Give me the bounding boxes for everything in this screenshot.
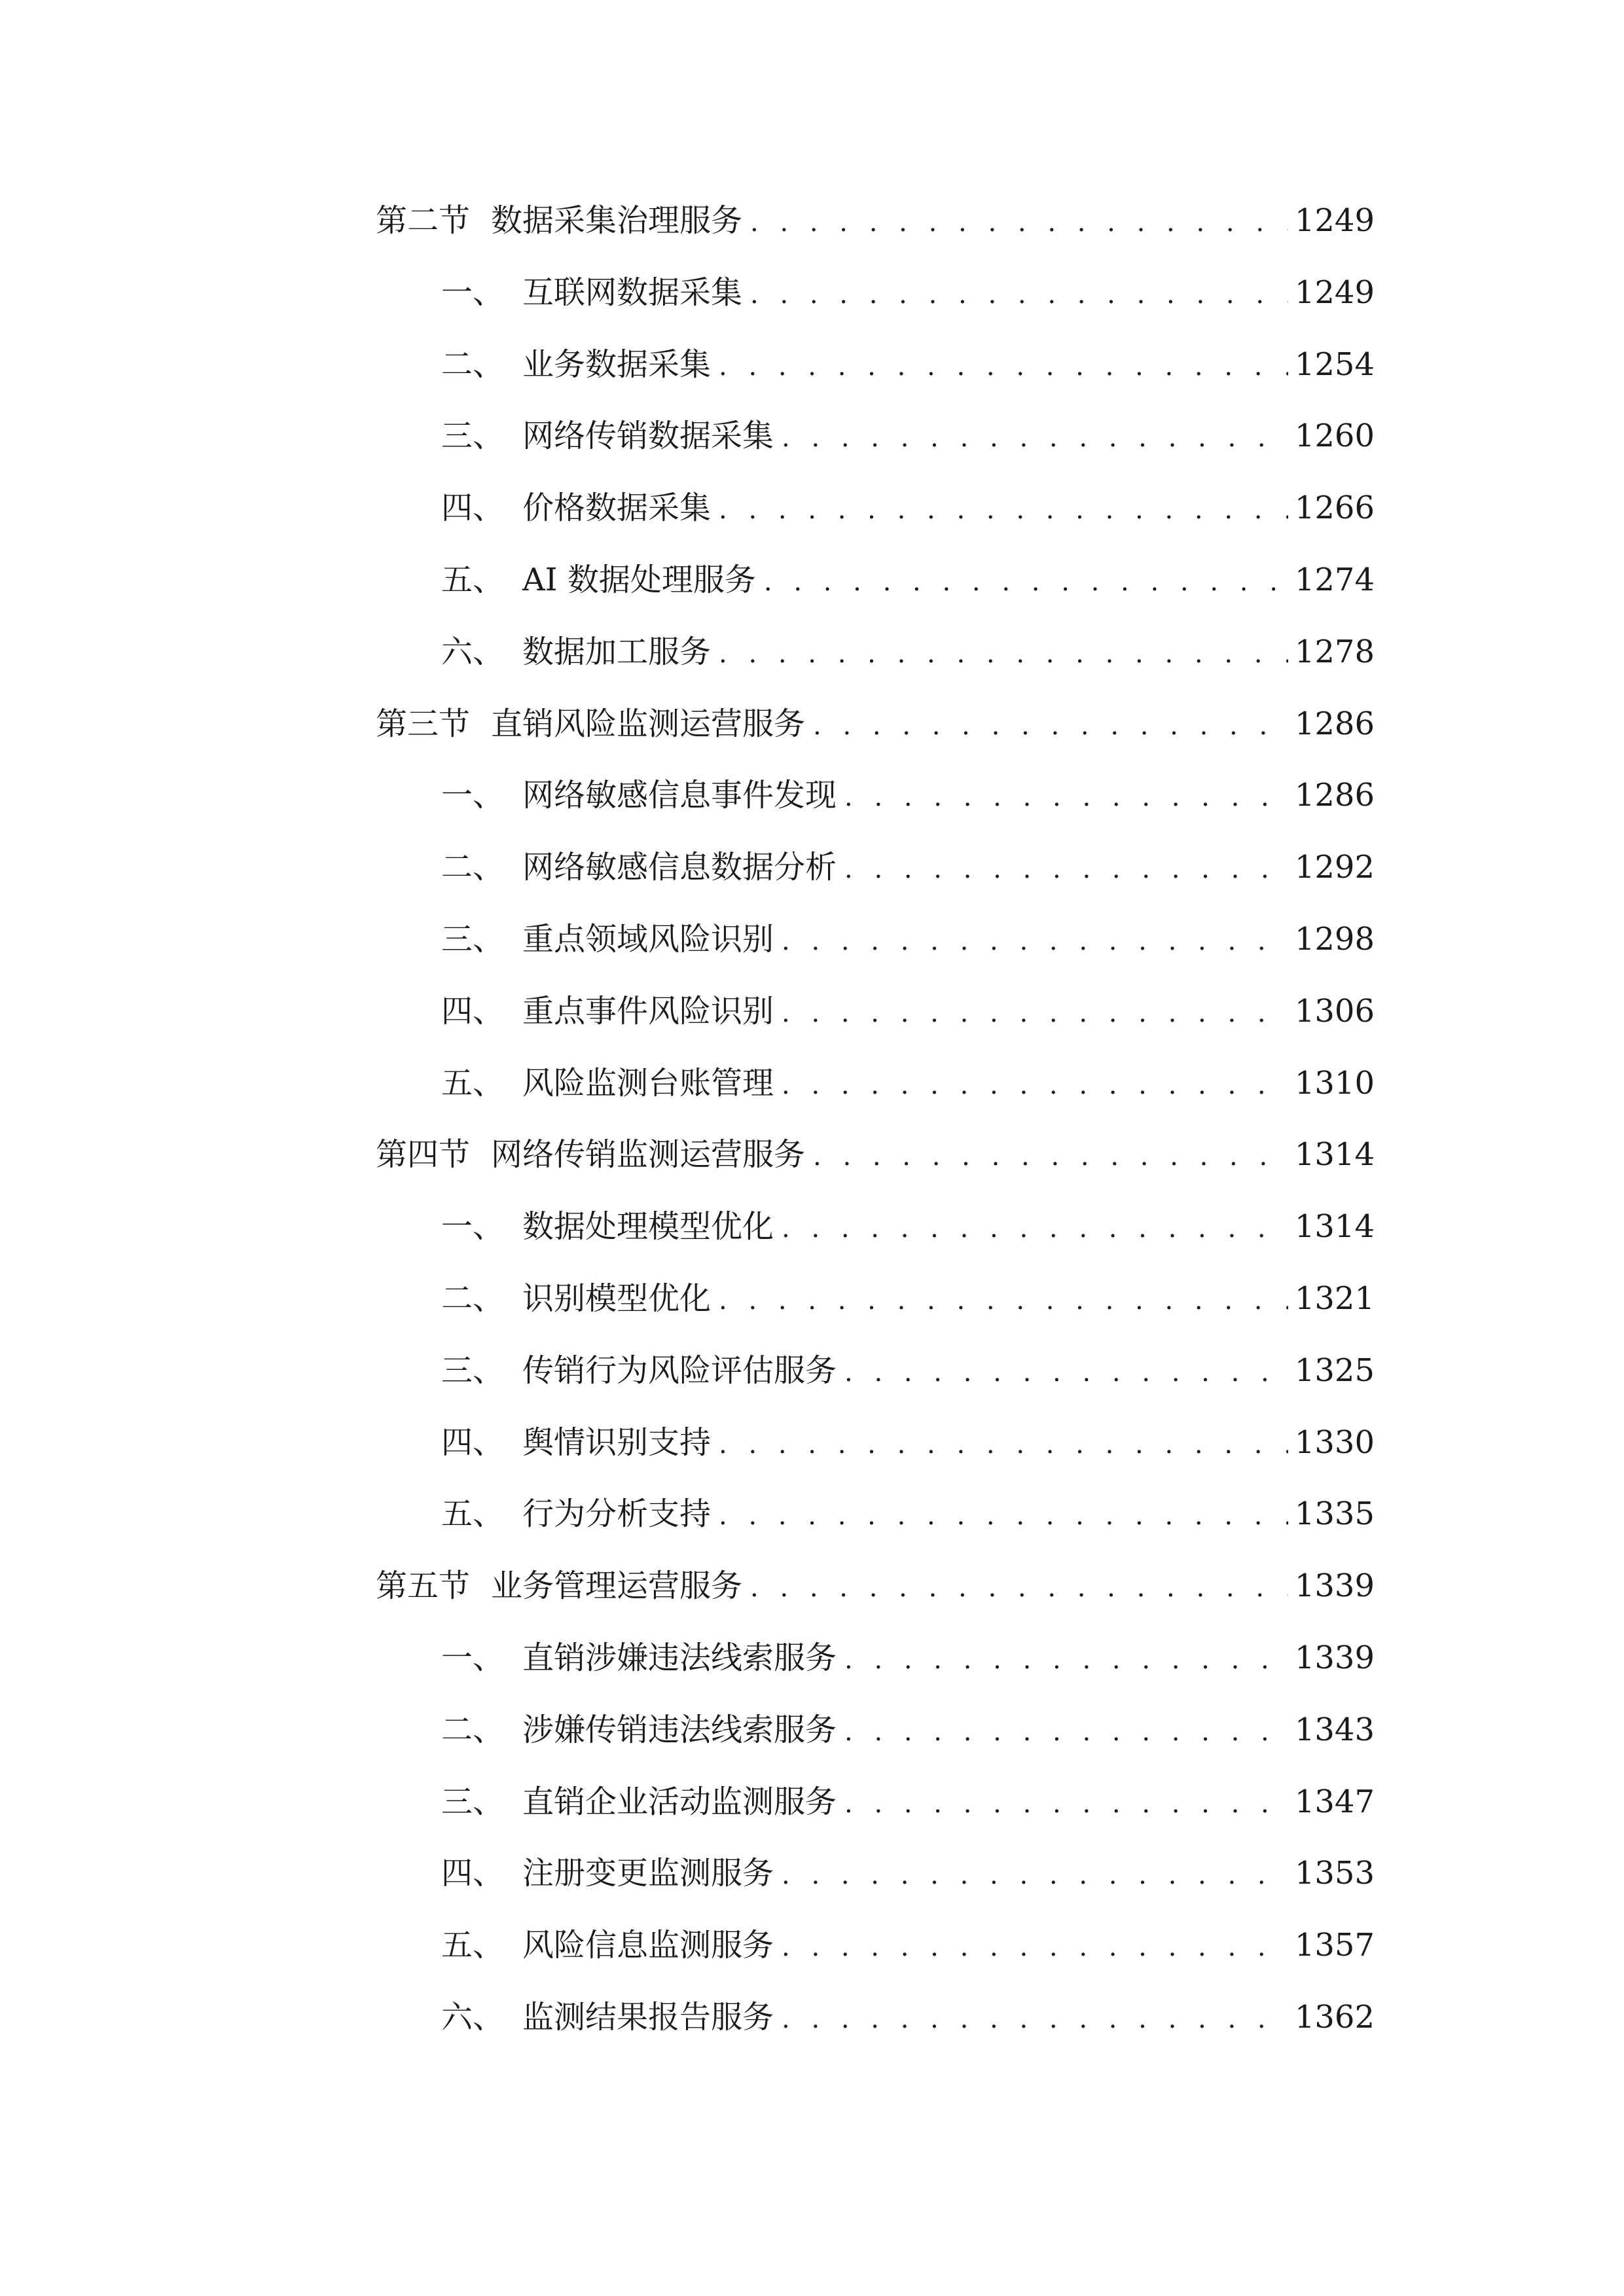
toc-dot-leader [719, 475, 1288, 547]
toc-entry-label [376, 257, 742, 329]
toc-page-number: 1292 [1294, 849, 1375, 886]
toc-subsection-entry[interactable] [376, 760, 1375, 832]
toc-page-number: 1254 [1294, 346, 1375, 383]
toc-entry-label [376, 1191, 774, 1263]
toc-entry-title: 行为分析支持 [522, 1496, 712, 1533]
toc-entry-label [376, 401, 774, 473]
toc-subsection-entry[interactable] [376, 617, 1375, 689]
toc-subsection-entry[interactable] [376, 473, 1375, 545]
toc-entry-number: 一、 [441, 1639, 505, 1676]
toc-section-entry[interactable] [376, 1551, 1375, 1623]
toc-page-number: 1353 [1294, 1855, 1375, 1892]
toc-page-number: 1310 [1294, 1064, 1375, 1102]
toc-subsection-entry[interactable] [376, 1838, 1375, 1910]
toc-entry-label [376, 832, 837, 904]
toc-entry-title: 数据处理模型优化 [522, 1208, 774, 1246]
toc-dot-leader [719, 331, 1288, 403]
toc-entry-title: 涉嫌传销违法线索服务 [522, 1711, 837, 1748]
toc-entry-title: 风险监测台账管理 [522, 1064, 774, 1102]
toc-dot-leader [782, 978, 1288, 1050]
toc-entry-label [376, 1551, 742, 1623]
toc-section-entry[interactable] [376, 689, 1375, 761]
toc-entry-label [376, 1623, 837, 1695]
toc-entry-title: 重点事件风险识别 [522, 992, 774, 1030]
toc-subsection-entry[interactable] [376, 329, 1375, 401]
toc-subsection-entry[interactable] [376, 1982, 1375, 2054]
toc-entry-number: 六、 [441, 633, 505, 670]
table-of-contents [376, 185, 1375, 2054]
toc-dot-leader [813, 691, 1288, 762]
toc-entry-number: 三、 [441, 920, 505, 958]
toc-subsection-entry[interactable] [376, 1263, 1375, 1335]
toc-entry-number: 四、 [441, 992, 505, 1030]
toc-entry-title: 识别模型优化 [522, 1280, 712, 1317]
toc-entry-label [376, 1048, 774, 1120]
toc-entry-label [376, 1479, 711, 1551]
toc-entry-number: 四、 [441, 1855, 505, 1892]
toc-subsection-entry[interactable] [376, 1407, 1375, 1479]
toc-subsection-entry[interactable] [376, 257, 1375, 329]
toc-dot-leader [719, 619, 1288, 691]
toc-entry-label [376, 1838, 774, 1910]
toc-entry-label [376, 185, 742, 257]
toc-entry-number: 五、 [441, 1064, 505, 1102]
toc-dot-leader [813, 1121, 1288, 1193]
toc-dot-leader [782, 906, 1288, 978]
toc-dot-leader [844, 1624, 1288, 1696]
toc-entry-label [376, 1982, 774, 2054]
toc-entry-number: 二、 [441, 849, 505, 886]
toc-entry-number: 二、 [441, 1711, 505, 1748]
toc-page-number: 1260 [1294, 418, 1375, 455]
toc-entry-number: 四、 [441, 1424, 505, 1461]
toc-dot-leader [764, 547, 1288, 619]
toc-entry-label [376, 1767, 837, 1839]
toc-entry-label [376, 976, 774, 1048]
toc-section-entry[interactable] [376, 185, 1375, 257]
toc-entry-label [376, 617, 711, 689]
toc-subsection-entry[interactable] [376, 401, 1375, 473]
toc-subsection-entry[interactable] [376, 1048, 1375, 1120]
toc-page-number: 1249 [1294, 202, 1375, 239]
toc-dot-leader [750, 187, 1288, 259]
toc-page-number: 1321 [1294, 1280, 1375, 1317]
toc-page-number: 1347 [1294, 1783, 1375, 1820]
toc-entry-title: 业务数据采集 [522, 346, 712, 383]
toc-entry-number: 二、 [441, 1280, 505, 1317]
toc-page-number: 1314 [1294, 1208, 1375, 1246]
toc-entry-title: 互联网数据采集 [522, 274, 743, 311]
toc-entry-number: 第四节 [376, 1136, 471, 1174]
toc-page-number: 1335 [1294, 1496, 1375, 1533]
toc-page-number: 1339 [1294, 1568, 1375, 1605]
toc-subsection-entry[interactable] [376, 545, 1375, 617]
toc-dot-leader [719, 1409, 1288, 1481]
toc-entry-title: 注册变更监测服务 [522, 1855, 774, 1892]
toc-entry-title: 传销行为风险评估服务 [522, 1352, 837, 1389]
toc-page-number: 1306 [1294, 992, 1375, 1030]
toc-entry-title: 网络传销监测运营服务 [491, 1136, 806, 1174]
toc-entry-number: 一、 [441, 777, 505, 814]
toc-entry-title: 重点领域风险识别 [522, 920, 774, 958]
toc-entry-label [376, 329, 711, 401]
toc-subsection-entry[interactable] [376, 1910, 1375, 1982]
toc-entry-number: 三、 [441, 1783, 505, 1820]
toc-entry-title: 直销风险监测运营服务 [491, 705, 806, 742]
toc-dot-leader [750, 259, 1288, 331]
toc-page-number: 1362 [1294, 1998, 1375, 2036]
toc-entry-label [376, 1263, 711, 1335]
toc-entry-number: 六、 [441, 1998, 505, 2036]
toc-dot-leader [844, 762, 1288, 834]
toc-entry-title: 网络敏感信息事件发现 [522, 777, 837, 814]
toc-dot-leader [782, 1840, 1288, 1912]
toc-dot-leader [782, 1050, 1288, 1122]
toc-entry-title: 价格数据采集 [522, 490, 712, 527]
toc-entry-label [376, 1335, 837, 1407]
toc-subsection-entry[interactable] [376, 1335, 1375, 1407]
toc-entry-title: 监测结果报告服务 [522, 1998, 774, 2036]
toc-entry-number: 第二节 [376, 202, 471, 239]
toc-page-number: 1330 [1294, 1424, 1375, 1461]
toc-entry-label [376, 545, 756, 617]
toc-entry-number: 第五节 [376, 1568, 471, 1605]
toc-entry-title: 业务管理运营服务 [491, 1568, 743, 1605]
toc-page-number: 1298 [1294, 920, 1375, 958]
toc-entry-number: 四、 [441, 490, 505, 527]
toc-dot-leader [782, 1984, 1288, 2056]
toc-page-number: 1314 [1294, 1136, 1375, 1174]
toc-entry-title: 数据采集治理服务 [491, 202, 743, 239]
toc-page-number: 1278 [1294, 633, 1375, 670]
toc-dot-leader [750, 1552, 1288, 1624]
toc-entry-number: 一、 [441, 1208, 505, 1246]
toc-dot-leader [782, 403, 1288, 475]
toc-dot-leader [782, 1912, 1288, 1984]
toc-dot-leader [844, 834, 1288, 906]
toc-subsection-entry[interactable] [376, 832, 1375, 904]
toc-subsection-entry[interactable] [376, 1623, 1375, 1695]
toc-entry-number: 第三节 [376, 705, 471, 742]
toc-dot-leader [719, 1480, 1288, 1552]
toc-entry-number: 三、 [441, 1352, 505, 1389]
toc-entry-title: 网络敏感信息数据分析 [522, 849, 837, 886]
toc-entry-title: 直销企业活动监测服务 [522, 1783, 837, 1820]
toc-section-entry[interactable] [376, 1119, 1375, 1191]
toc-subsection-entry[interactable] [376, 1191, 1375, 1263]
toc-page-number: 1274 [1294, 561, 1375, 598]
toc-entry-label [376, 1119, 805, 1191]
toc-subsection-entry[interactable] [376, 1767, 1375, 1839]
toc-entry-label [376, 1695, 837, 1767]
toc-entry-number: 五、 [441, 561, 505, 598]
toc-entry-title: 数据加工服务 [522, 633, 712, 670]
toc-page-number: 1343 [1294, 1711, 1375, 1748]
toc-entry-title: 直销涉嫌违法线索服务 [522, 1639, 837, 1676]
toc-subsection-entry[interactable] [376, 1695, 1375, 1767]
toc-entry-label [376, 473, 711, 545]
toc-page-number: 1249 [1294, 274, 1375, 311]
toc-entry-title: AI 数据处理服务 [522, 561, 756, 598]
toc-page-number: 1325 [1294, 1352, 1375, 1389]
toc-entry-title: 风险信息监测服务 [522, 1927, 774, 1964]
toc-entry-number: 五、 [441, 1927, 505, 1964]
toc-subsection-entry[interactable] [376, 1479, 1375, 1551]
toc-page-number: 1339 [1294, 1639, 1375, 1676]
toc-subsection-entry[interactable] [376, 976, 1375, 1048]
toc-dot-leader [782, 1193, 1288, 1265]
toc-entry-number: 五、 [441, 1496, 505, 1533]
toc-dot-leader [719, 1265, 1288, 1337]
toc-page-number: 1357 [1294, 1927, 1375, 1964]
toc-entry-label [376, 760, 837, 832]
toc-page-number: 1286 [1294, 777, 1375, 814]
toc-dot-leader [844, 1696, 1288, 1768]
toc-subsection-entry[interactable] [376, 904, 1375, 976]
toc-entry-label [376, 1910, 774, 1982]
toc-entry-label [376, 1407, 711, 1479]
toc-entry-number: 一、 [441, 274, 505, 311]
toc-entry-title: 舆情识别支持 [522, 1424, 712, 1461]
toc-page-number: 1266 [1294, 490, 1375, 527]
toc-entry-number: 二、 [441, 346, 505, 383]
toc-entry-label [376, 904, 774, 976]
toc-dot-leader [844, 1337, 1288, 1409]
toc-entry-title: 网络传销数据采集 [522, 418, 774, 455]
toc-page-number: 1286 [1294, 705, 1375, 742]
toc-entry-number: 三、 [441, 418, 505, 455]
toc-entry-label [376, 689, 805, 761]
toc-dot-leader [844, 1768, 1288, 1840]
